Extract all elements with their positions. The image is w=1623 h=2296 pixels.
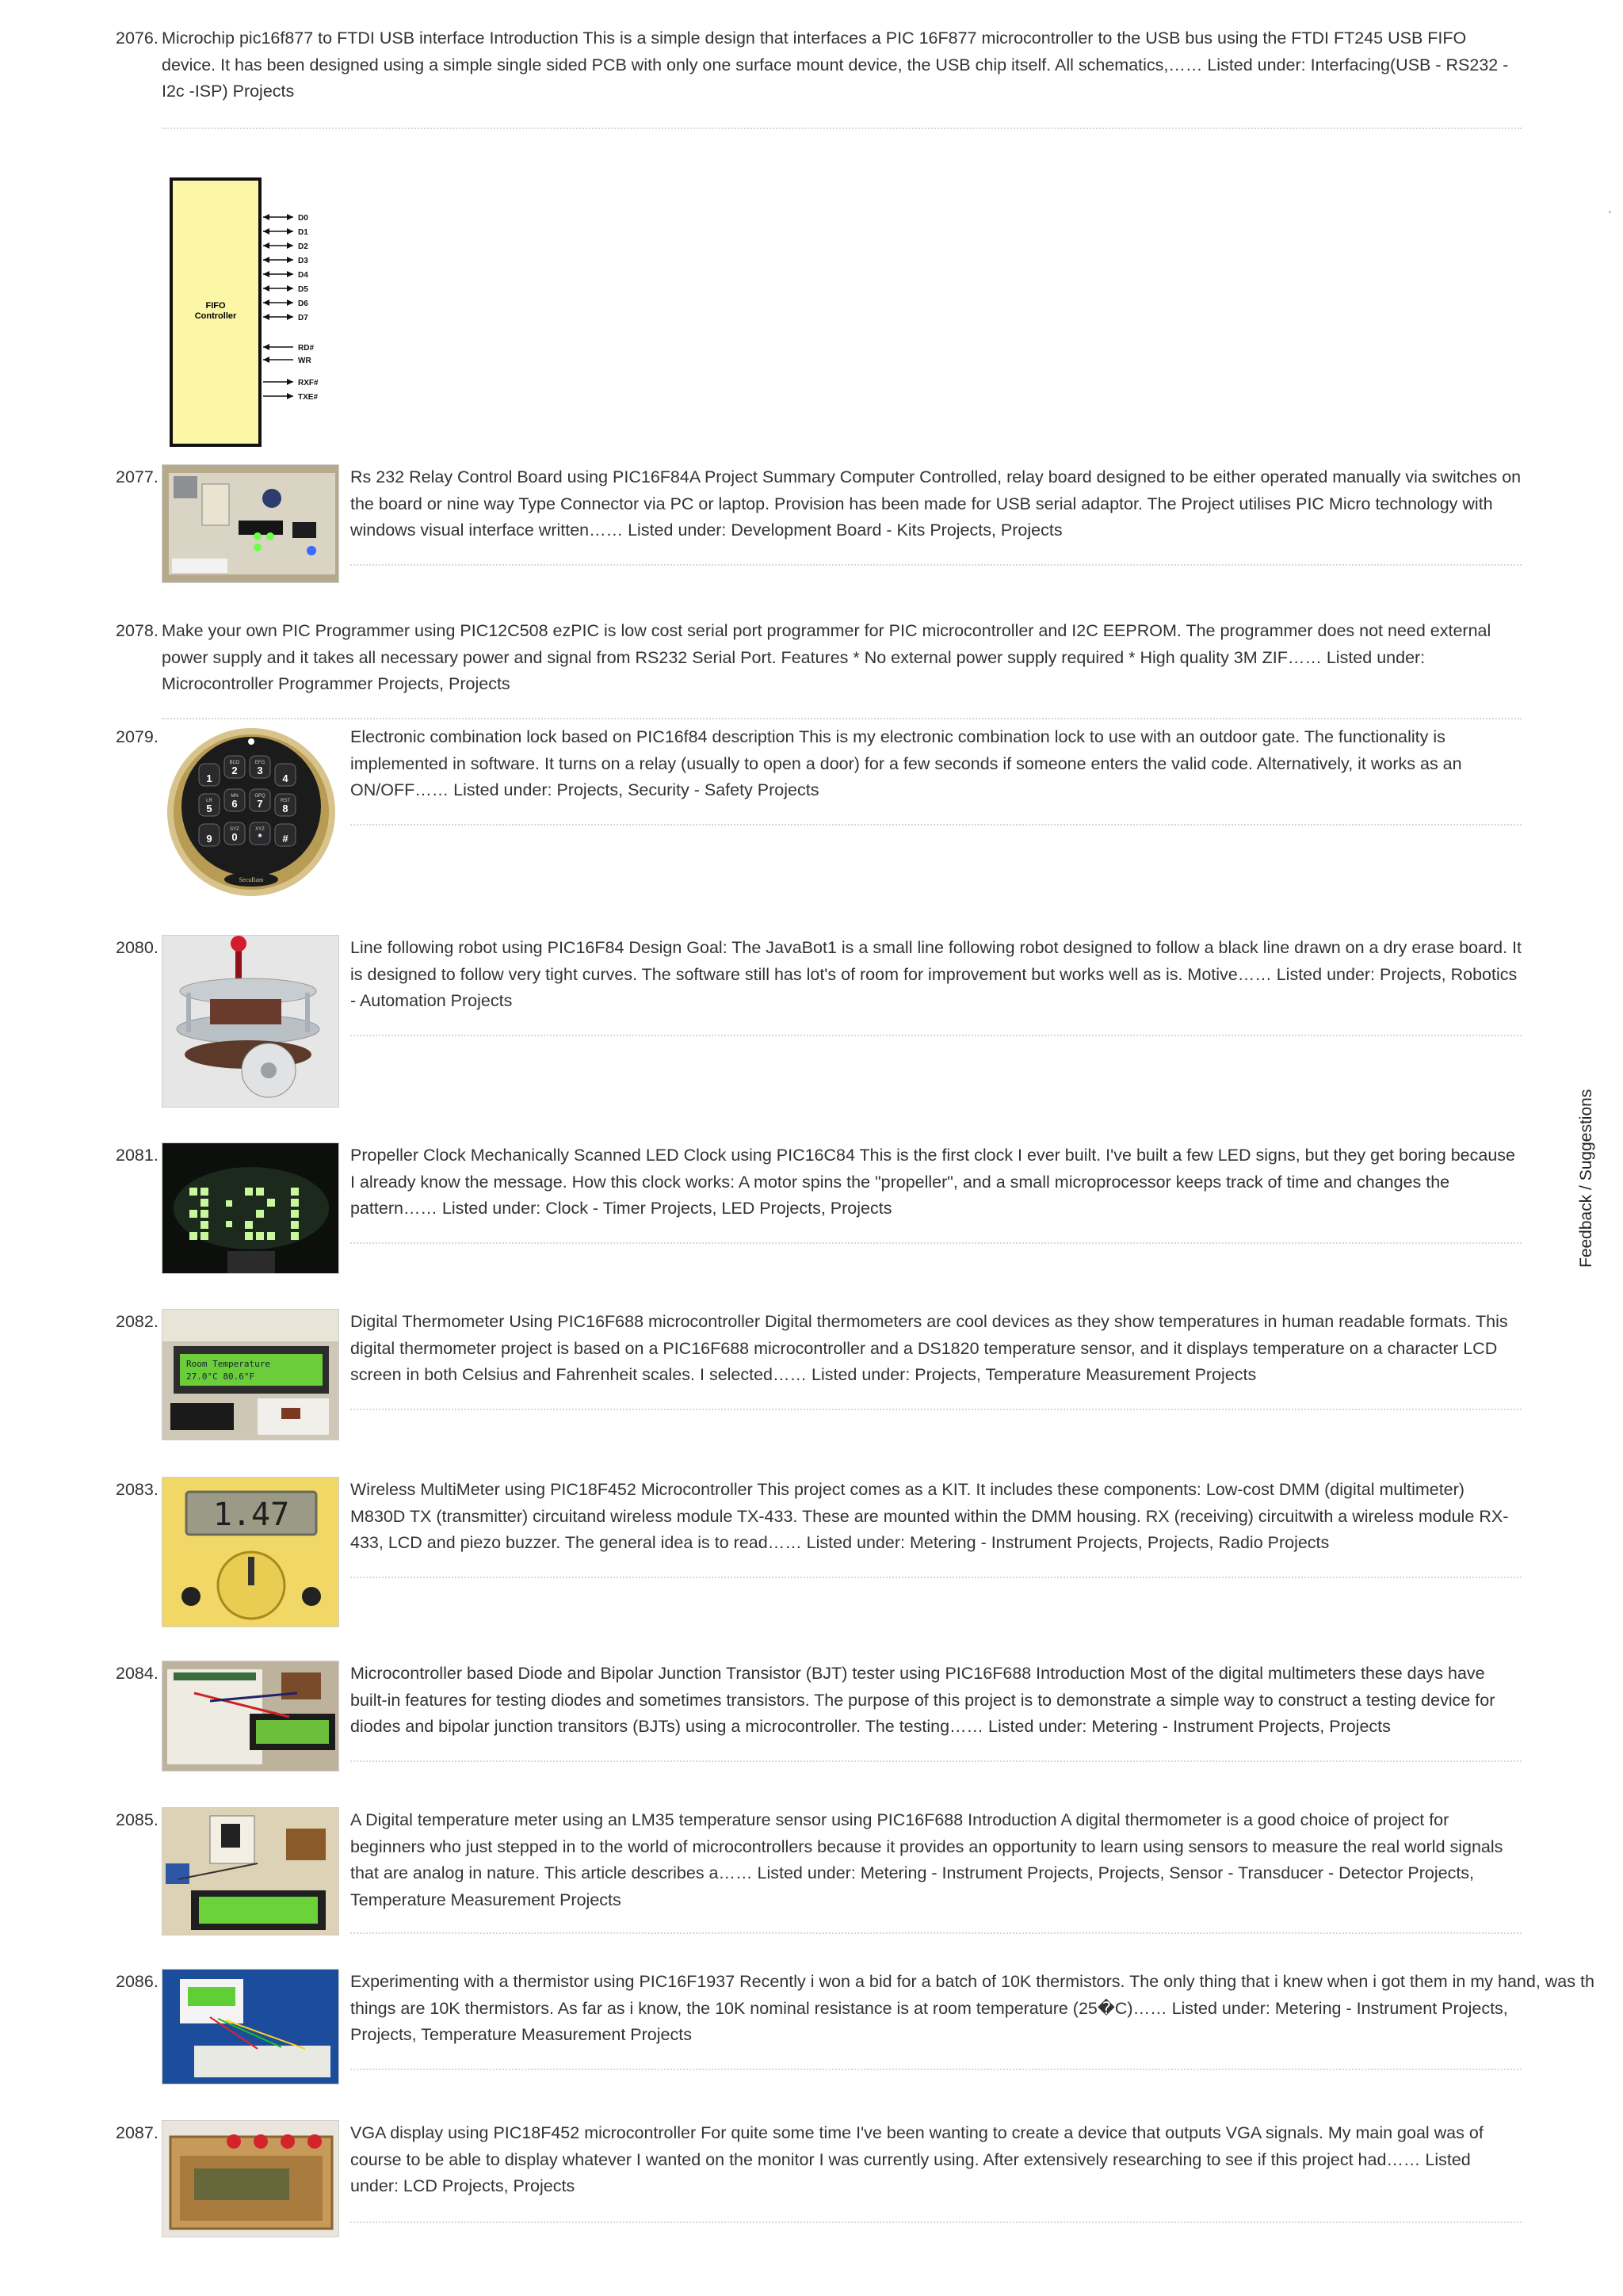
multimeter-photo	[162, 1478, 339, 1627]
fifo-pin-arrow	[263, 257, 269, 263]
relay-board-photo	[162, 465, 339, 583]
fifo-pin-label: D1	[298, 228, 308, 237]
item-thumbnail[interactable]	[162, 1142, 339, 1274]
fifo-diagram-image[interactable]	[162, 151, 360, 460]
item-description[interactable]: Wireless MultiMeter using PIC18F452 Microcontroller This project comes as a KIT. It includes these components: Low-cost DMM (digital multimeter) M830D TX (transmitter) circuitand wireless module TX-433. These are mounted within the DMM housing. RX (receiving) circuitwith a wireless module RX-433, LCD and piezo buzzer. The general idea is to read…… Listed under: Metering - Instrument Projects, Projects, Radio Projects	[350, 1480, 1509, 1552]
divider	[162, 128, 1522, 129]
item-thumbnail[interactable]	[162, 935, 339, 1108]
keypad-key-label: 5	[206, 803, 212, 814]
fifo-pin-label: D3	[298, 257, 308, 265]
fifo-pin-arrow	[263, 228, 269, 235]
item-thumbnail[interactable]	[162, 1477, 339, 1627]
keypad-key-label: 0	[231, 831, 238, 843]
fifo-pin-arrow	[287, 214, 293, 220]
fifo-pin-arrow	[287, 285, 293, 292]
divider	[162, 718, 1522, 719]
lcd-line-2: 27.0°C 80.6°F	[186, 1371, 255, 1382]
keypad-key-label: #	[282, 833, 288, 845]
item-description[interactable]: Microchip pic16f877 to FTDI USB interface Introduction This is a simple design that interfaces a PIC 16F877 microcontroller to the USB bus using the FTDI FT245 USB FIFO device. It has been designed using a simple single sided PCB with only one surface mount device, the USB chip itself. All schematics,…… Listed under: Interfacing(USB - RS232 - I2c -ISP) Projects	[162, 29, 1509, 101]
fifo-pin-arrow	[287, 393, 293, 399]
item-number: 2076.	[116, 29, 158, 48]
lcd-line-1: Room Temperature	[186, 1359, 270, 1369]
vga-display-photo	[162, 2121, 339, 2237]
item-description[interactable]: things are 10K thermistors. As far as i know, the 10K nominal resistance is at room temperature (25�C)…… Listed under: Metering - Instrument Projects, Projects, Temperature Measurement Projects	[350, 1998, 1508, 2044]
item-description[interactable]: Microcontroller based Diode and Bipolar Junction Transistor (BJT) tester using PIC16F688 Introduction Most of the digital multimeters these days have built-in features for testing diodes and sometimes transistors. The purpose of this project is to demonstrate a simple way to construct a testing device for diodes and bipolar junction transitors (BJTs) using a microcontroller. The testing…… Listed under: Metering - Instrument Projects, Projects	[350, 1664, 1495, 1736]
keypad-key-label: 3	[257, 765, 263, 776]
item-thumbnail[interactable]	[162, 1807, 339, 1936]
item-description[interactable]: VGA display using PIC18F452 microcontroller For quite some time I've been wanting to create a device that outputs VGA signals. My main goal was of course to be able to display whatever I wanted on the monitor I was currently using. After extensively researching to see if this project had…… Listed under: LCD Projects, Projects	[350, 2123, 1484, 2195]
keypad-sublabel: EFG	[254, 761, 265, 765]
fifo-pin-arrow	[263, 344, 269, 350]
divider	[350, 1760, 1522, 1762]
item-thumbnail[interactable]	[162, 1969, 339, 2084]
keypad-lock-photo[interactable]	[163, 724, 339, 900]
line-robot-photo	[162, 936, 339, 1108]
keypad-key-label: 6	[231, 798, 238, 810]
divider	[350, 564, 1522, 566]
keypad-key-label: 4	[282, 772, 288, 784]
item-number: 2083.	[116, 1480, 158, 1499]
keypad-sublabel: OPQ	[254, 794, 265, 799]
item-thumbnail[interactable]	[162, 464, 339, 583]
keypad-key-label: 9	[206, 833, 212, 845]
item-description[interactable]: Line following robot using PIC16F84 Design Goal: The JavaBot1 is a small line following robot designed to follow a black line drawn on a dry erase board. It is designed to follow very tight curves. The software still has lot's of room for improvement but works well as is. Motive…… Listed under: Projects, Robotics - Automation Projects	[350, 938, 1522, 1010]
item-number: 2084.	[116, 1664, 158, 1683]
divider	[350, 824, 1522, 826]
item-description[interactable]: Digital Thermometer Using PIC16F688 microcontroller Digital thermometers are cool devices as they show temperatures in human readable formats. This digital thermometer project is based on a PIC16F688 microcontroller and a DS1820 temperature sensor, and it displays temperature on a character LCD screen in both Celsius and Fahrenheit scales. I selected…… Listed under: Projects, Temperature Measurement Projects	[350, 1312, 1508, 1384]
fifo-pin-label: D4	[298, 271, 308, 280]
divider	[350, 1035, 1522, 1036]
item-number: 2080.	[116, 938, 158, 957]
divider	[350, 1409, 1522, 1410]
divider	[350, 2222, 1522, 2223]
fifo-pin-arrow	[287, 228, 293, 235]
keypad-key-label: 2	[231, 765, 238, 776]
keypad-key-label: 8	[282, 803, 288, 814]
digital-thermometer-photo	[162, 1310, 339, 1440]
fifo-pin-arrow	[287, 379, 293, 385]
fifo-pin-label: RXF#	[298, 379, 319, 387]
fifo-pin-arrow	[287, 242, 293, 249]
fifo-pin-arrow	[263, 285, 269, 292]
keypad-sublabel: SYZ	[230, 827, 239, 832]
keypad-key-label: 7	[257, 798, 263, 810]
fifo-pin-arrow	[287, 257, 293, 263]
item-description[interactable]: Rs 232 Relay Control Board using PIC16F84A Project Summary Computer Controlled, relay board designed to be either operated manually via switches on the board or nine way Type Connector via PC or laptop. Provision has been made for USB serial adaptor. The Project utilises PIC Micro technology with windows visual interface written…… Listed under: Development Board - Kits Projects, Projects	[350, 467, 1522, 540]
fifo-pin-label: RD#	[298, 344, 315, 353]
fifo-pin-label: TXE#	[298, 393, 319, 402]
item-thumbnail[interactable]	[162, 1661, 339, 1772]
item-number: 2082.	[116, 1312, 158, 1331]
keypad-key-label: 1	[206, 772, 212, 784]
fifo-pin-arrow	[263, 314, 269, 320]
fifo-pin-label: D6	[298, 299, 308, 308]
feedback-tab[interactable]: Feedback / Suggestions	[1577, 1089, 1595, 1268]
bjt-tester-photo	[162, 1661, 339, 1772]
item-description[interactable]: Propeller Clock Mechanically Scanned LED Clock using PIC16C84 This is the first clock I ever built. I've built a few LED signs, but they get boring because I already know the message. How this clock works: A motor spins the "propeller", and a small microprocessor keeps track of time and changes the pattern…… Listed under: Clock - Timer Projects, LED Projects, Projects	[350, 1146, 1516, 1218]
fifo-pin-arrow	[263, 299, 269, 306]
fifo-title-1: FIFO	[205, 301, 226, 311]
divider	[350, 1242, 1522, 1244]
fifo-pin-label: WR	[298, 357, 311, 365]
fifo-pin-label: D0	[298, 214, 308, 223]
item-number: 2087.	[116, 2123, 158, 2142]
keypad-key-label: *	[258, 831, 262, 843]
divider	[350, 1932, 1522, 1934]
fifo-pin-arrow	[287, 314, 293, 320]
decorative-dot	[1609, 211, 1611, 213]
keypad-sublabel: LR	[206, 799, 212, 803]
fifo-pin-label: D7	[298, 314, 308, 322]
keypad-sublabel: RST	[281, 799, 290, 803]
keypad-sublabel: BCD	[229, 761, 240, 765]
fifo-title-2: Controller	[194, 311, 237, 321]
fifo-pin-arrow	[287, 271, 293, 277]
item-description[interactable]: A Digital temperature meter using an LM35 temperature sensor using PIC16F688 Introduction A digital thermometer is a good choice of project for beginners who just stepped in to the world of microcontrollers because it provides an opportunity to learn using sensors to measure the real world signals that are analog in nature. This article describes a…… Listed under: Metering - Instrument Projects, Projects, Sensor - Transducer - Detector Projects, Temperature Measurement Projects	[350, 1810, 1503, 1909]
keypad-sublabel: XYZ	[255, 827, 265, 832]
fifo-pin-arrow	[263, 357, 269, 363]
propeller-clock-photo	[162, 1143, 339, 1274]
item-number: 2077.	[116, 467, 158, 486]
item-thumbnail[interactable]	[162, 2120, 339, 2237]
item-number: 2081.	[116, 1146, 158, 1165]
fifo-pin-label: D5	[298, 285, 308, 294]
fifo-pin-arrow	[263, 214, 269, 220]
keypad-sublabel: MN	[231, 794, 239, 799]
fifo-pin-label: D2	[298, 242, 308, 251]
divider	[350, 2069, 1522, 2070]
item-description[interactable]: Make your own PIC Programmer using PIC12C508 ezPIC is low cost serial port programmer for PIC microcontroller and I2C EEPROM. The programmer does not need external power supply and it takes all necessary power and signal from RS232 Serial Port. Features * No external power supply required * High quality 3M ZIF…… Listed under: Microcontroller Programmer Projects, Projects	[162, 621, 1491, 693]
item-description[interactable]: Electronic combination lock based on PIC16f84 description This is my electronic combination lock to use with an outdoor gate. The functionality is implemented in software. It turns on a relay (usually to open a door) for a few seconds if someone enters the valid code. Alternatively, it works as an ON/OFF…… Listed under: Projects, Security - Safety Projects	[350, 727, 1462, 799]
item-number: 2085.	[116, 1810, 158, 1829]
item-description-line-1[interactable]: Experimenting with a thermistor using PIC16F1937 Recently i won a bid for a batch of 10K thermistors. The only thing that i knew when i got them in my hand, was th	[350, 1972, 1594, 1991]
fifo-pin-arrow	[263, 242, 269, 249]
fifo-pin-arrow	[263, 271, 269, 277]
keypad-brand: SecuRam	[239, 876, 264, 883]
dmm-reading: 1.47	[212, 1497, 290, 1533]
item-number: 2086.	[116, 1972, 158, 1991]
thermistor-photo	[162, 1970, 339, 2084]
item-number: 2078.	[116, 621, 158, 640]
item-thumbnail[interactable]	[162, 1309, 339, 1440]
fifo-pin-arrow	[287, 299, 293, 306]
item-number: 2079.	[116, 727, 158, 746]
lm35-meter-photo	[162, 1808, 339, 1936]
divider	[350, 1577, 1522, 1578]
